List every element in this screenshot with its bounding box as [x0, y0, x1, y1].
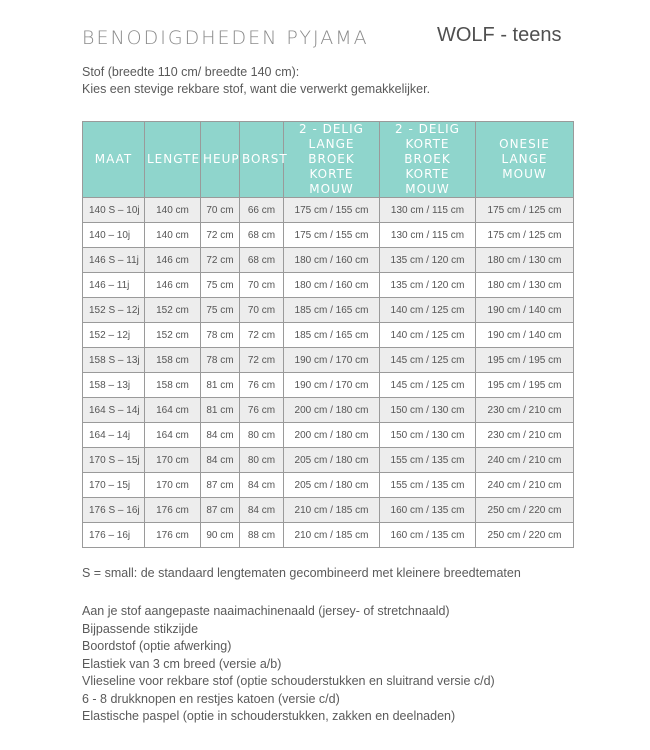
page-title: BENODIGDHEDEN PYJAMA — [82, 27, 369, 49]
table-cell: 140 cm / 125 cm — [380, 298, 476, 323]
table-cell: 152 – 12j — [83, 323, 145, 348]
table-cell: 81 cm — [201, 373, 240, 398]
table-cell: 87 cm — [201, 473, 240, 498]
table-cell: 88 cm — [240, 523, 284, 548]
table-cell: 72 cm — [240, 348, 284, 373]
table-cell: 170 cm — [145, 473, 201, 498]
table-cell: 160 cm / 135 cm — [380, 523, 476, 548]
column-header-length: LENGTE — [145, 122, 201, 198]
table-cell: 175 cm / 125 cm — [476, 223, 574, 248]
table-cell: 146 cm — [145, 273, 201, 298]
table-cell: 70 cm — [240, 273, 284, 298]
table-header-row — [83, 122, 574, 198]
table-cell: 90 cm — [201, 523, 240, 548]
table-cell: 176 cm — [145, 523, 201, 548]
table-row — [83, 498, 574, 523]
table-cell: 145 cm / 125 cm — [380, 373, 476, 398]
table-cell: 130 cm / 115 cm — [380, 223, 476, 248]
table-cell: 250 cm / 220 cm — [476, 498, 574, 523]
table-cell: 190 cm / 170 cm — [284, 373, 380, 398]
table-cell: 72 cm — [240, 323, 284, 348]
table-cell: 158 S – 13j — [83, 348, 145, 373]
table-cell: 140 S – 10j — [83, 198, 145, 223]
list-item: Boordstof (optie afwerking) — [82, 639, 232, 653]
table-cell: 158 cm — [145, 373, 201, 398]
list-item: Vlieseline voor rekbare stof (optie schouderstukken en sluitrand versie c/d) — [82, 674, 495, 688]
table-cell: 190 cm / 140 cm — [476, 298, 574, 323]
table-cell: 240 cm / 210 cm — [476, 448, 574, 473]
table-cell: 205 cm / 180 cm — [284, 473, 380, 498]
table-cell: 135 cm / 120 cm — [380, 248, 476, 273]
table-cell: 80 cm — [240, 423, 284, 448]
table-cell: 66 cm — [240, 198, 284, 223]
table-cell: 164 S – 14j — [83, 398, 145, 423]
table-cell: 150 cm / 130 cm — [380, 423, 476, 448]
list-item: Bijpassende stikzijde — [82, 621, 199, 636]
supplies-list — [82, 603, 495, 726]
table-cell: 84 cm — [240, 473, 284, 498]
table-cell: 78 cm — [201, 323, 240, 348]
table-cell: 152 cm — [145, 323, 201, 348]
intro-text — [82, 64, 430, 98]
table-cell: 78 cm — [201, 348, 240, 373]
table-cell: 180 cm / 160 cm — [284, 248, 380, 273]
table-cell: 76 cm — [240, 373, 284, 398]
table-row — [83, 198, 574, 223]
table-cell: 72 cm — [201, 248, 240, 273]
table-cell: 230 cm / 210 cm — [476, 423, 574, 448]
table-cell: 170 S – 15j — [83, 448, 145, 473]
table-cell: 158 – 13j — [83, 373, 145, 398]
table-cell: 200 cm / 180 cm — [284, 423, 380, 448]
table-cell: 195 cm / 195 cm — [476, 373, 574, 398]
table-cell: 170 cm — [145, 448, 201, 473]
table-cell: 200 cm / 180 cm — [284, 398, 380, 423]
table-cell: 164 – 14j — [83, 423, 145, 448]
table-cell: 68 cm — [240, 223, 284, 248]
table-row — [83, 248, 574, 273]
table-cell: 170 – 15j — [83, 473, 145, 498]
table-cell: 180 cm / 130 cm — [476, 248, 574, 273]
table-cell: 152 cm — [145, 298, 201, 323]
table-cell: 146 cm — [145, 248, 201, 273]
table-cell: 205 cm / 180 cm — [284, 448, 380, 473]
table-cell: 75 cm — [201, 273, 240, 298]
intro-line-advice: Kies een stevige rekbare stof, want die verwerkt gemakkelijker. — [82, 82, 431, 96]
table-body — [83, 198, 574, 548]
table-cell: 176 S – 16j — [83, 498, 145, 523]
table-cell: 155 cm / 135 cm — [380, 448, 476, 473]
table-cell: 164 cm — [145, 423, 201, 448]
table-cell: 152 S – 12j — [83, 298, 145, 323]
list-item: Elastiek van 3 cm breed (versie a/b) — [82, 656, 282, 671]
table-cell: 158 cm — [145, 348, 201, 373]
table-cell: 84 cm — [240, 498, 284, 523]
table-cell: 72 cm — [201, 223, 240, 248]
table-cell: 135 cm / 120 cm — [380, 273, 476, 298]
table-cell: 190 cm / 140 cm — [476, 323, 574, 348]
table-cell: 180 cm / 130 cm — [476, 273, 574, 298]
table-row — [83, 223, 574, 248]
intro-line-fabric: Stof (breedte 110 cm/ breedte 140 cm): — [82, 65, 300, 79]
table-cell: 185 cm / 165 cm — [284, 323, 380, 348]
table-cell: 185 cm / 165 cm — [284, 298, 380, 323]
table-row — [83, 523, 574, 548]
column-header-chest: BORST — [240, 122, 284, 198]
table-cell: 190 cm / 170 cm — [284, 348, 380, 373]
table-row — [83, 273, 574, 298]
table-cell: 150 cm / 130 cm — [380, 398, 476, 423]
list-item: Elastische paspel (optie in schouderstukken, zakken en deelnaden) — [82, 709, 456, 723]
table-row — [83, 398, 574, 423]
table-cell: 250 cm / 220 cm — [476, 523, 574, 548]
table-cell: 145 cm / 125 cm — [380, 348, 476, 373]
table-cell: 84 cm — [201, 423, 240, 448]
list-item: 6 - 8 drukknopen en restjes katoen (versie c/d) — [82, 691, 340, 706]
table-cell: 160 cm / 135 cm — [380, 498, 476, 523]
table-cell: 81 cm — [201, 398, 240, 423]
table-row — [83, 448, 574, 473]
table-cell: 140 cm / 125 cm — [380, 323, 476, 348]
column-header-onesie: ONESIE LANGE MOUW — [476, 122, 574, 198]
table-cell: 140 cm — [145, 198, 201, 223]
table-cell: 87 cm — [201, 498, 240, 523]
table-cell: 80 cm — [240, 448, 284, 473]
table-cell: 164 cm — [145, 398, 201, 423]
table-cell: 155 cm / 135 cm — [380, 473, 476, 498]
table-cell: 176 cm — [145, 498, 201, 523]
column-header-hip: HEUP — [201, 122, 240, 198]
size-table — [82, 121, 574, 548]
table-cell: 68 cm — [240, 248, 284, 273]
column-header-two-piece-long: 2 - DELIG LANGE BROEK KORTE MOUW — [284, 122, 380, 198]
table-row — [83, 298, 574, 323]
table-cell: 175 cm / 155 cm — [284, 198, 380, 223]
table-cell: 210 cm / 185 cm — [284, 523, 380, 548]
table-cell: 240 cm / 210 cm — [476, 473, 574, 498]
column-header-size: MAAT — [83, 122, 145, 198]
table-cell: 175 cm / 125 cm — [476, 198, 574, 223]
table-row — [83, 473, 574, 498]
table-row — [83, 323, 574, 348]
table-cell: 75 cm — [201, 298, 240, 323]
table-cell: 230 cm / 210 cm — [476, 398, 574, 423]
list-item: Aan je stof aangepaste naaimachinenaald (jersey- of stretchnaald) — [82, 604, 450, 618]
brand-label: WOLF - teens — [437, 24, 562, 46]
table-cell: 175 cm / 155 cm — [284, 223, 380, 248]
table-cell: 210 cm / 185 cm — [284, 498, 380, 523]
table-cell: 70 cm — [240, 298, 284, 323]
table-cell: 176 – 16j — [83, 523, 145, 548]
size-note: S = small: de standaard lengtematen gecombineerd met kleinere breedtematen — [82, 566, 521, 580]
table-cell: 140 cm — [145, 223, 201, 248]
table-cell: 84 cm — [201, 448, 240, 473]
table-cell: 140 – 10j — [83, 223, 145, 248]
table-cell: 180 cm / 160 cm — [284, 273, 380, 298]
column-header-two-piece-short: 2 - DELIG KORTE BROEK KORTE MOUW — [380, 122, 476, 198]
table-cell: 146 S – 11j — [83, 248, 145, 273]
table-cell: 146 – 11j — [83, 273, 145, 298]
table-cell: 130 cm / 115 cm — [380, 198, 476, 223]
table-row — [83, 348, 574, 373]
table-cell: 70 cm — [201, 198, 240, 223]
table-cell: 76 cm — [240, 398, 284, 423]
table-cell: 195 cm / 195 cm — [476, 348, 574, 373]
table-row — [83, 373, 574, 398]
table-row — [83, 423, 574, 448]
